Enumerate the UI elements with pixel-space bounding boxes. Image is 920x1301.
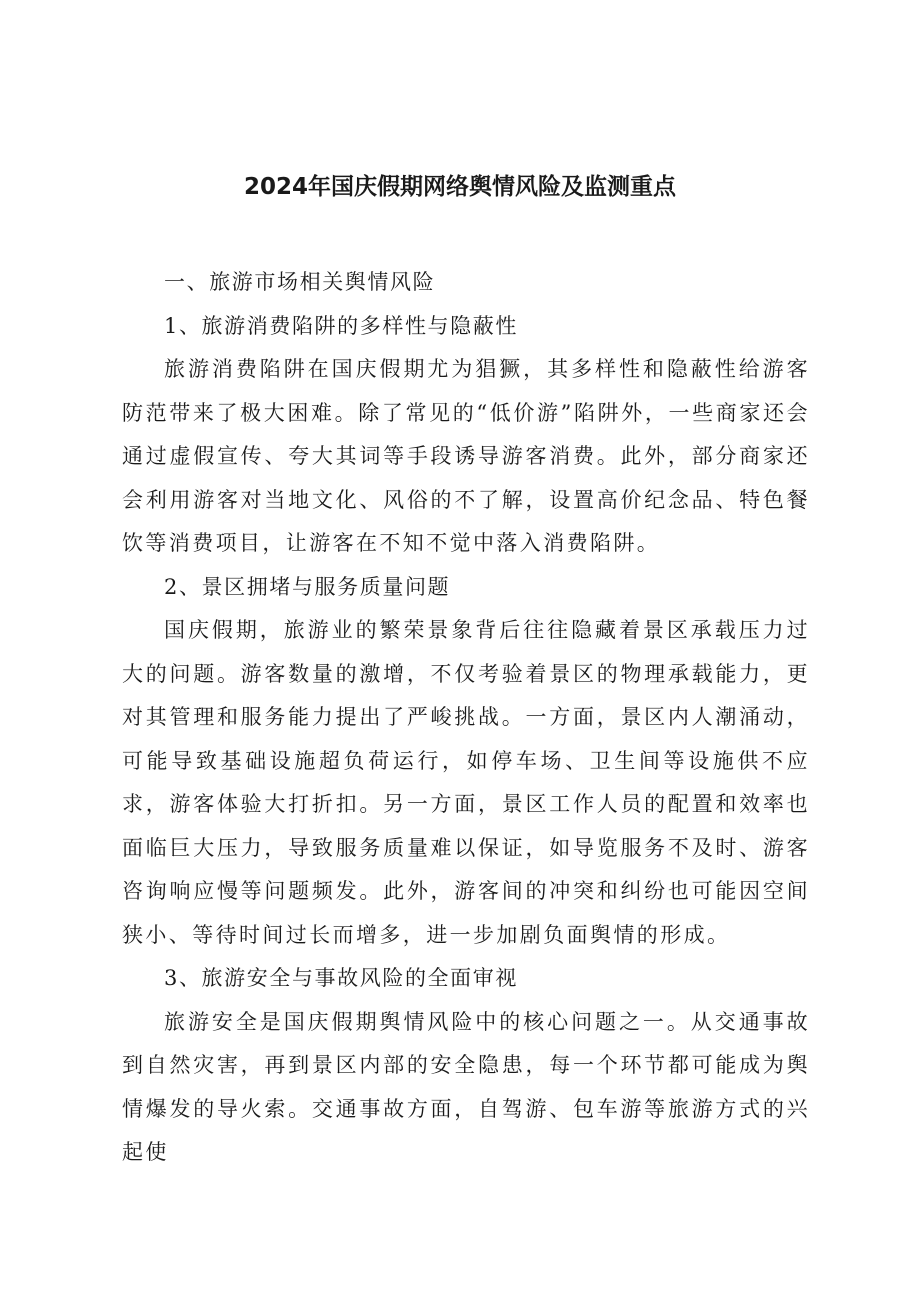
subsection-heading-3: 3、旅游安全与事故风险的全面审视 bbox=[164, 966, 518, 990]
section-heading: 一、旅游市场相关舆情风险 bbox=[164, 270, 436, 294]
document-title: 2024年国庆假期网络舆情风险及监测重点 bbox=[243, 174, 676, 200]
paragraph-3: 旅游安全是国庆假期舆情风险中的核心问题之一。从交通事故到自然灾害，再到景区内部的安全隐患，每一个环节都可能成为舆情爆发的导火索。交通事故方面，自驾游、包车游等旅游方式的兴起使 bbox=[122, 1009, 810, 1164]
paragraph-2: 国庆假期，旅游业的繁荣景象背后往往隐藏着景区承载压力过大的问题。游客数量的激增，不仅考验着景区的物理承载能力，更对其管理和服务能力提出了严峻挑战。一方面，景区内人潮涌动，可能导致基础设施超负荷运行，如停车场、卫生间等设施供不应求，游客体验大打折扣。另一方面，景区工作人员的配置和效率也面临巨大压力，导致服务质量难以保证，如导览服务不及时、游客咨询响应慢等问题频发。此外，游客间的冲突和纠纷也可能因空间狭小、等待时间过长而增多，进一步加剧负面舆情的形成。 bbox=[122, 618, 810, 947]
paragraph-1: 旅游消费陷阱在国庆假期尤为猖獗，其多样性和隐蔽性给游客防范带来了极大困难。除了常见的“低价游”陷阱外，一些商家还会通过虚假宣传、夸大其词等手段诱导游客消费。此外，部分商家还会利用游客对当地文化、风俗的不了解，设置高价纪念品、特色餐饮等消费项目，让游客在不知不觉中落入消费陷阱。 bbox=[122, 357, 810, 555]
subsection-heading-2: 2、景区拥堵与服务质量问题 bbox=[164, 574, 451, 599]
document-body bbox=[122, 261, 810, 1175]
subsection-heading-1: 1、旅游消费陷阱的多样性与隐蔽性 bbox=[164, 313, 518, 338]
